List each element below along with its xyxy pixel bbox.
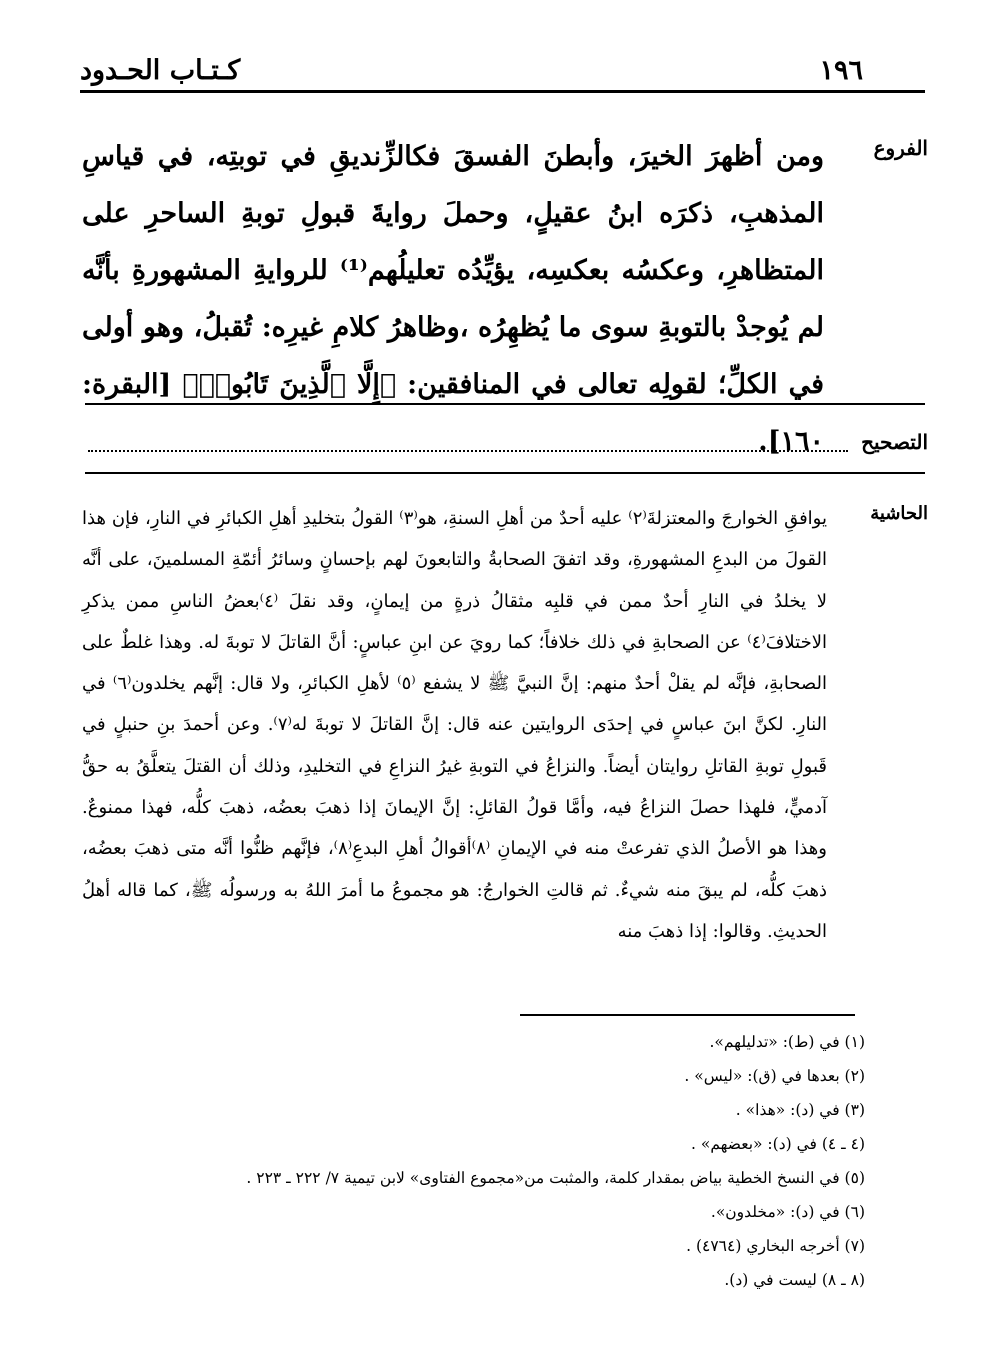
section-divider bbox=[85, 472, 925, 474]
footnote-item: (١) في (ط): «تدليلهم». bbox=[709, 1033, 865, 1051]
section-label-furoo: الفروع bbox=[873, 136, 928, 160]
section-label-hashiya: الحاشية bbox=[870, 503, 928, 524]
page-number: ١٩٦ bbox=[819, 55, 863, 86]
page-header bbox=[80, 55, 925, 87]
footnote-item: (٤ ـ ٤) في (د): «بعضهم» . bbox=[690, 1135, 865, 1153]
header-rule bbox=[80, 90, 925, 93]
section-divider bbox=[85, 403, 925, 405]
hashiya-text: يوافقِ الخوارجَ والمعتزلةَ⁽٢⁾ عليه أحدٌ من أهلِ السنةِ، هو⁽٣⁾ القولُ بتخليدِ أهلِ الكبائرِ في النارِ، فإن هذا القولَ من البدعِ المشهورةِ، وقد اتفقَ الصحابةُ والتابعونَ لهم بإحسانٍ وسائرُ أئمّةِ المسلمينَ، على أنَّه لا يخلدُ في النارِ أحدٌ ممن في قلبِه مثقالُ ذرةٍ من إيمانٍ، وقد نقلَ ⁽٤⁾بعضُ الناسِ ممن يذكرِ الاختلافَ⁽٤⁾ عن الصحابةِ في ذلك خلافاً؛ كما رويَ عن ابنِ عباسٍ: أنَّ القاتلَ لا توبةَ له. وهذا غلطٌ على الصحابةِ، فإنَّه لم يقلْ أحدٌ منهم: إنَّ النبيَّ ﷺ لا يشفع ⁽٥⁾ لأهلِ الكبائرِ، ولا قال: إنَّهم يخلدون⁽٦⁾ في النارِ. لكنَّ ابنَ عباسٍ في إحدَى الروايتين عنه قال: إنَّ القاتلَ لا توبةَ له⁽٧⁾. وعن أحمدَ بنِ حنبلٍ في قَبولِ توبةِ القاتلِ روايتان أيضاً. والنزاعُ في التوبةِ غيرُ النزاعِ في التخليدِ، وذلك أن القتلَ يتعلَّقُ به حقُّ آدميٍّ، فلهذا حصلَ النزاعُ فيه، وأمَّا قولُ القائلِ: إنَّ الإيمانَ إذا ذهبَ بعضُه، ذهبَ كلُّه، فهذا ممنوعٌ. وهذا هو الأصلُ الذي تفرعتْ منه في الإيمانِ ⁽٨⁾أقوالُ أهلِ البدعِ⁽٨⁾، فإنَّهم ظنُّوا أنَّه متى ذهبَ بعضُه، ذهبَ كلُّه، لم يبقَ منه شيءٌ. ثم قالتِ الخوارجُ: هو مجموعُ ما أمرَ اللهُ به ورسولُه ﷺ، كما قاله أهلُ الحديثِ. وقالوا: إذا ذهبَ منه bbox=[82, 508, 828, 942]
footnote-item: (٧) أخرجه البخاري (٤٧٦٤) . bbox=[686, 1237, 865, 1255]
footnote-item: (٨ ـ ٨) ليست في (د). bbox=[724, 1271, 865, 1289]
footnote-item: (٥) في النسخ الخطية بياض بمقدار كلمة، والمثبت من«مجموع الفتاوى» لابن تيمية ٧/ ٢٢٢ ـ ٢٢٣ . bbox=[246, 1169, 865, 1187]
footnote-separator bbox=[520, 1014, 855, 1016]
chapter-title: كـتـاب الحـدود bbox=[80, 55, 241, 86]
main-text: ومن أظهرَ الخيرَ، وأبطنَ الفسقَ فكالزِّنديقِ في توبتِه، في قياسِ المذهبِ، ذكرَه ابنُ عقيلٍ، وحملَ روايةَ قبولِ توبةِ الساحرِ على المتظاهرِ، وعكسُه بعكسِه، يؤيِّدُه تعليلُهم⁽¹⁾ للروايةِ المشهورةِ بأنَّه لم يُوجدْ بالتوبةِ سوى ما يُظهِرُه ،وظاهرُ كلامِ غيرِه: تُقبلُ، وهو أولى في الكلِّ؛ لقولِه تعالى في المنافقين: ﴿إِلَّا ٱلَّذِينَ تَابُوا۟﴾ [البقرة: ١٦٠]. bbox=[82, 141, 824, 457]
footnotes bbox=[160, 1025, 865, 1297]
tasheeh-dotted-line bbox=[88, 440, 848, 452]
section-label-tasheeh: التصحيح bbox=[861, 430, 928, 454]
footnote-item: (٣) في (د): «هذا» . bbox=[735, 1101, 865, 1119]
footnote-item: (٦) في (د): «مخلدون». bbox=[710, 1203, 865, 1221]
footnote-item: (٢) بعدها في (ق): «ليس» . bbox=[684, 1067, 865, 1085]
